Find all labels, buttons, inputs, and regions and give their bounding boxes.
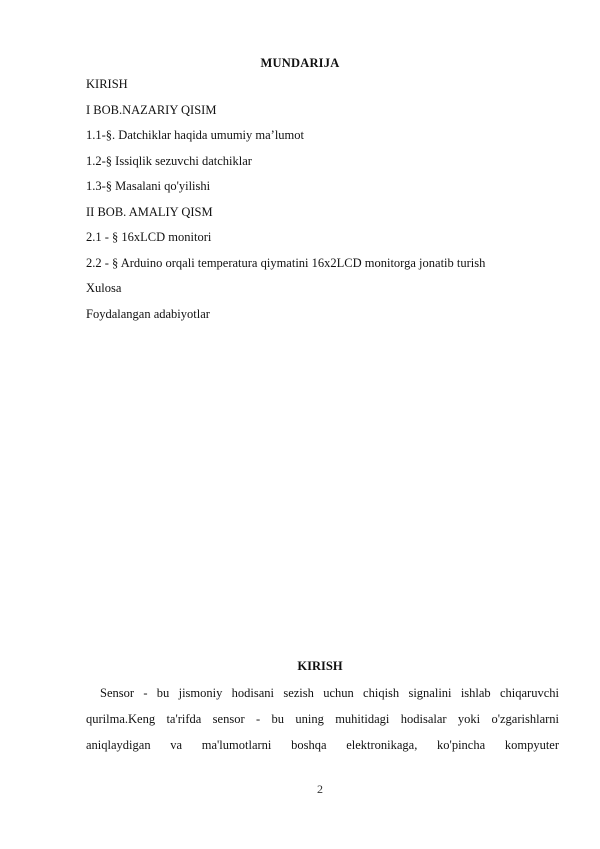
toc-item-2-2: 2.2 - § Arduino orqali temperatura qiymatini 16x2LCD monitorga jonatib turish: [86, 255, 486, 270]
toc-item-1-2: 1.2-§ Issiqlik sezuvchi datchiklar: [86, 153, 252, 168]
toc-item-2-1: 2.1 - § 16xLCD monitori: [86, 230, 212, 244]
toc-item-chapter-1: I BOB.NAZARIY QISIM: [86, 102, 217, 117]
toc-item-kirish: KIRISH: [86, 77, 128, 91]
paragraph-line: qurilma.Keng ta'rifda sensor - bu uning muhitidagi hodisalar yoki o'zgarishlarni: [86, 712, 559, 726]
section-paragraph: [86, 680, 559, 758]
toc-item-references: Foydalangan adabiyotlar: [86, 306, 210, 321]
toc-item-1-1: 1.1-§. Datchiklar haqida umumiy ma’lumot: [86, 128, 305, 142]
paragraph-line: aniqlaydigan va ma'lumotlarni boshqa elektronikaga, ko'pincha kompyuter: [86, 738, 559, 752]
section-title: KIRISH: [297, 659, 343, 673]
toc-item-xulosa: Xulosa: [86, 281, 122, 295]
toc-item-1-3: 1.3-§ Masalani qo'yilishi: [86, 179, 211, 193]
table-of-contents: [86, 72, 566, 327]
paragraph-line: Sensor - bu jismoniy hodisani sezish uchun chiqish signalini ishlab chiqaruvchi: [100, 686, 559, 700]
toc-item-chapter-2: II BOB. AMALIY QISM: [86, 204, 213, 219]
toc-title: MUNDARIJA: [260, 56, 340, 70]
page-number: 2: [317, 782, 323, 796]
